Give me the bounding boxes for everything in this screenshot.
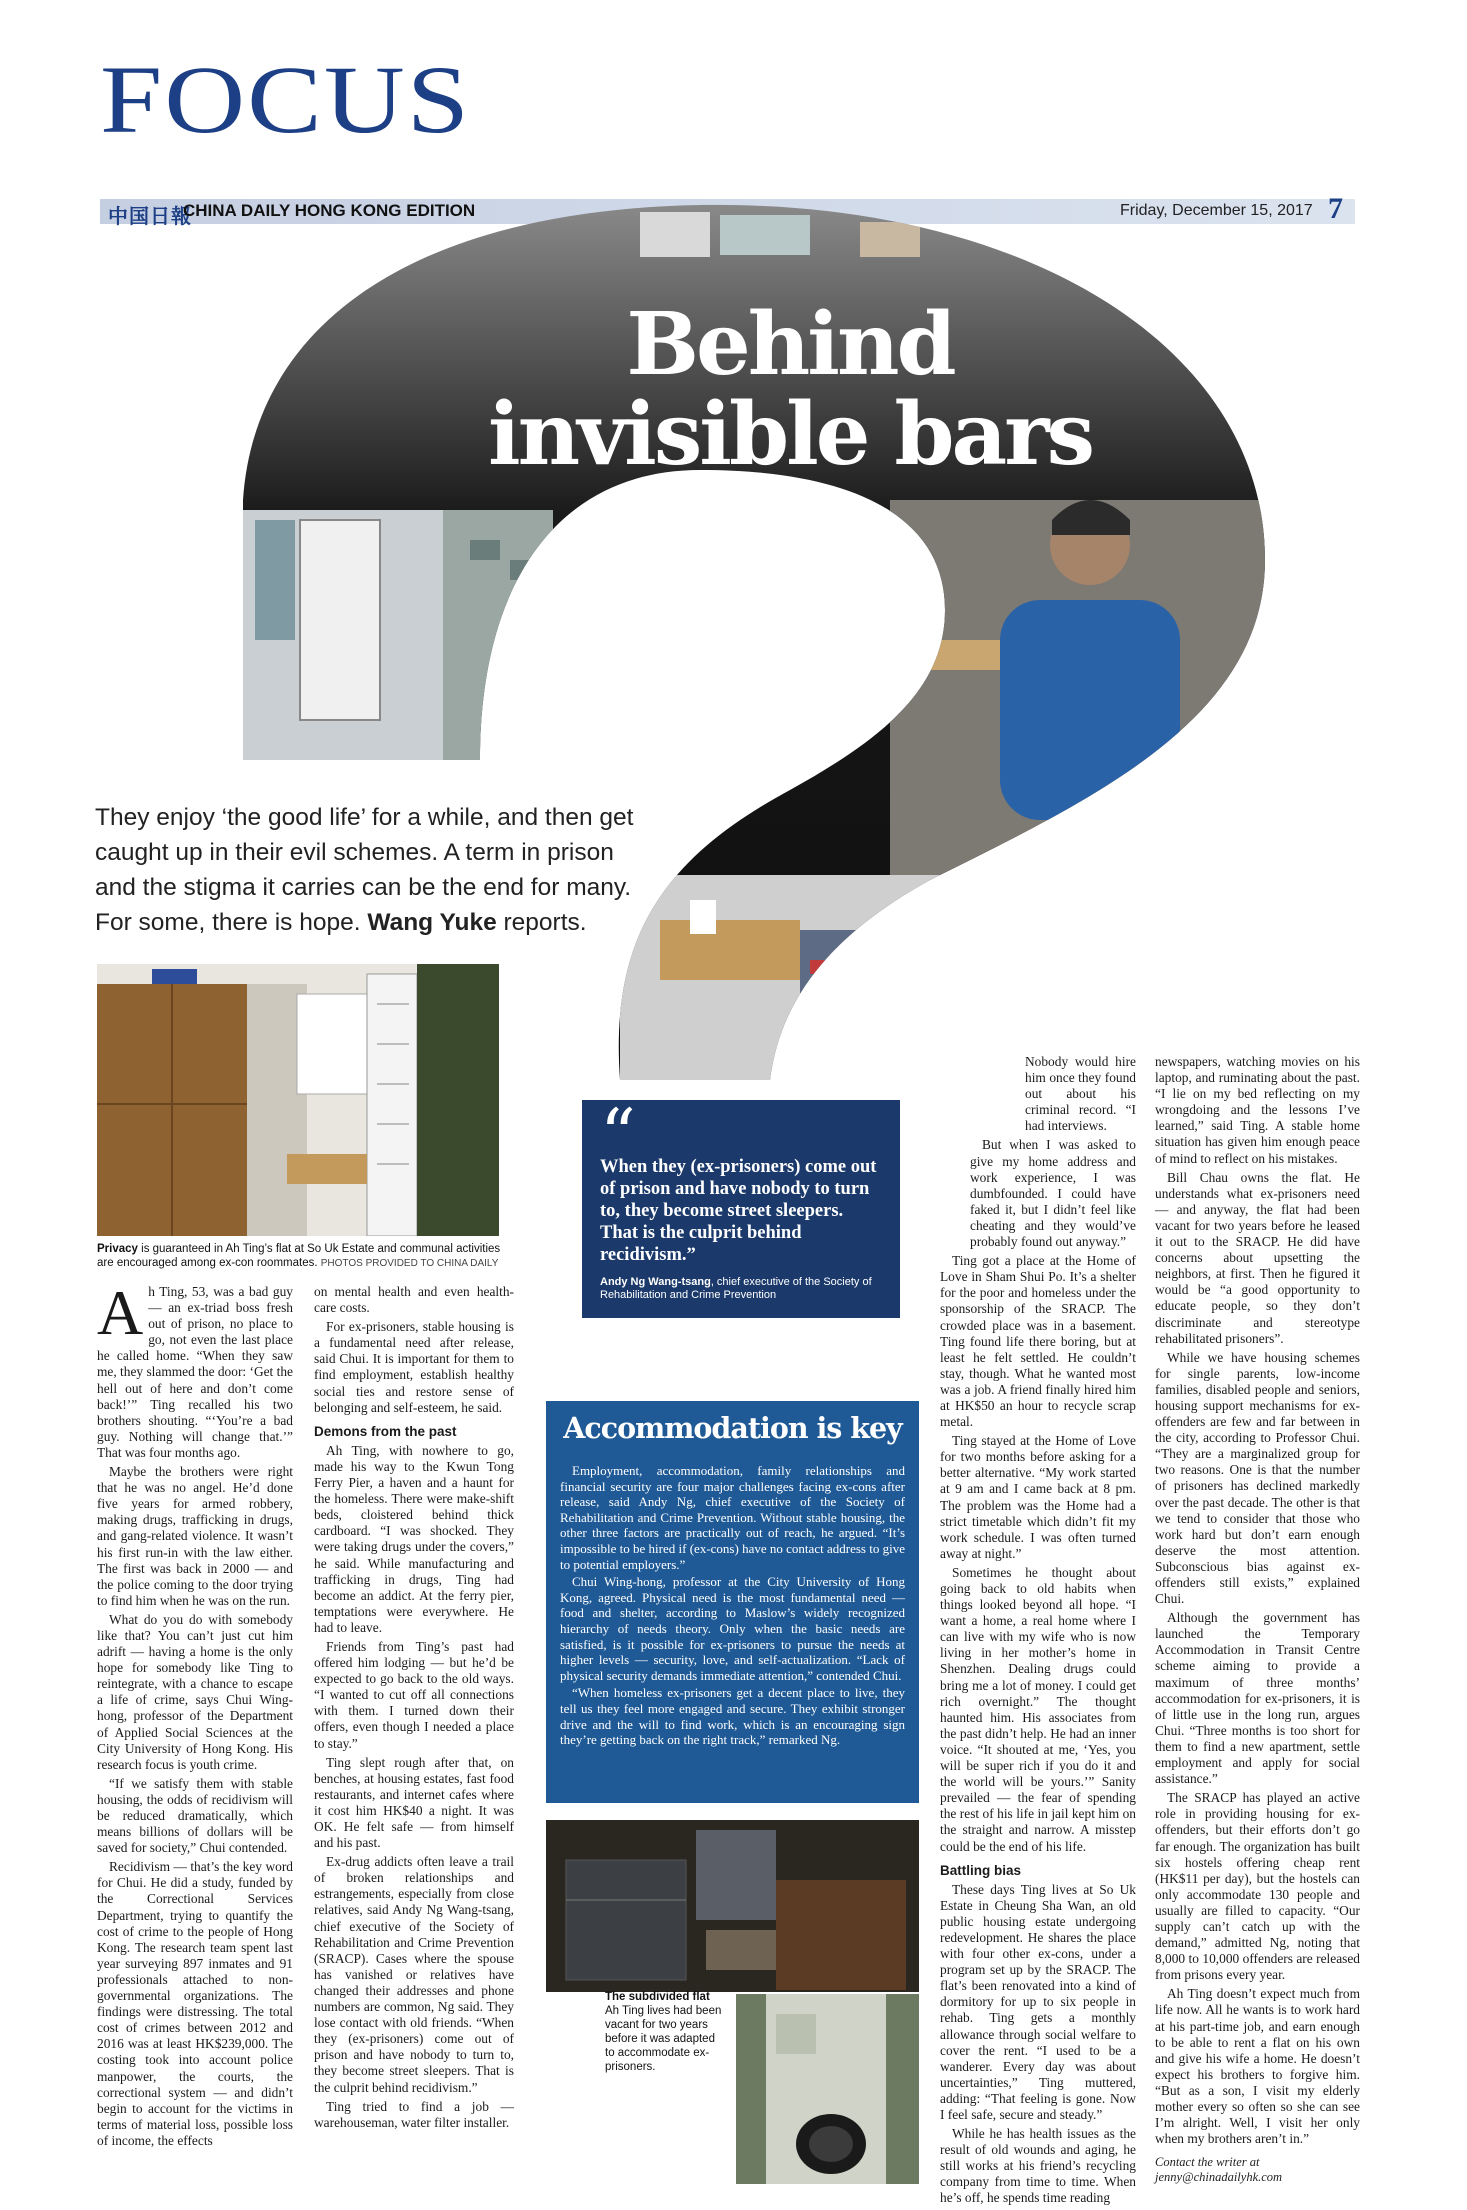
ladder (367, 974, 417, 1236)
issue-date: Friday, December 15, 2017 (1120, 202, 1313, 219)
paragraph: What do you do with somebody like that? You can’t just cut him adrift — having a home is the only hope for somebody like Ting to reintegrate, with a chance to escape a life of crime, says Chui Wing-hong, professor of the Department of Applied Social Sciences at the City University of Hong Kong. His research focus is youth crime. (97, 1611, 293, 1772)
paragraph: Employment, accommodation, family relationships and financial security are four major challenges facing ex-cons after release, said Andy Ng, chief executive of the Society of Rehabilitation and Crime Prevention. Without stable housing, the other three factors are practically out of reach, he argued. “It’s impossible to be hired if (ex-cons) have no contact address to give to potential employers.” (560, 1463, 905, 1572)
pull-quote-text: When they (ex-prisoners) come out of prison and have nobody to turn to, they become street sleepers. That is the culprit behind recidivism.” (600, 1157, 877, 1265)
paragraph: Friends from Ting’s past had offered him lodging — but he’d be expected to go back to the old ways. “I wanted to cut off all connections with them. I turned down their offers, even though I needed a place to stay.” (314, 1638, 514, 1751)
paragraph: Ah Ting doesn’t expect much from life now. All he wants is to work hard at his part-time job, and earn enough to be able to rent a flat on his own and give his wife a home. He doesn’t expect his brothers to forgive him. “But as a son, I visit my elderly mother every so often so she can see I’m alright. Well, I visit her only when my brothers aren’t in.” (1155, 1986, 1360, 2147)
article-column-1 (97, 1277, 293, 2152)
standfirst-text: They enjoy ‘the good life’ for a while, and then get caught up in their evil schemes. A term in prison and the stigma it carries can be the end for many. For some, there is hope. (95, 804, 634, 936)
sidebar-box (546, 1401, 919, 1803)
paragraph: While he has health issues as the result of old wounds and aging, he still works at his friend’s recycling company from time to time. When he’s off, he spends time reading (940, 2126, 1136, 2206)
paragraph: For ex-prisoners, stable housing is a fundamental need after release, said Chui. It is important for them to find employment, establish healthy social ties and restore sense of belonging and self-esteem, he said. (314, 1319, 514, 1415)
flat-caption (605, 1990, 725, 2074)
paragraph: Bill Chau owns the flat. He understands what ex-prisoners need — and anyway, the flat had been vacant for two years before he leased it out to the SRACP. He did have concerns about upsetting the neighbors, at first. Then he figured it would be “a good opportunity to educate people, so they don’t discriminate and stereotype rehabilitated prisoners”. (1155, 1169, 1360, 1346)
byline-tail: reports. (496, 909, 587, 936)
paragraph: Ting slept rough after that, on benches, at housing estates, fast food restaurants, and internet cafes where it cost him HK$40 a night. It was OK. He felt safe — from himself and his past. (314, 1754, 514, 1851)
headline-line-1: Behind (626, 294, 954, 395)
shelf-box (860, 222, 920, 257)
page-number: 7 (1328, 192, 1343, 225)
paragraph: But when I was asked to give my home address and work experience, I was dumbfounded. I could have faked it, but I didn’t feel like cheating and they would’ve probably found out anyway.” (970, 1137, 1136, 1250)
subhead: Demons from the past (314, 1423, 457, 1439)
paragraph: Chui Wing-hong, professor at the City University of Hong Kong, agreed. Physical need is the most fundamental need — food and shelter, according to Maslow’s widely recognized hierarchy of needs theory. Only when the basic needs are satisfied, is it possible for ex-prisoners to pursue the needs at higher levels — security, love, and self-actualization. “Lack of physical security demands immediate attention,” contended Chui. (560, 1574, 905, 1683)
drop-cap: A (97, 1277, 144, 1348)
paragraph: While we have housing schemes for single parents, low-income families, disabled people and seniors, housing support mechanisms for ex-offenders are few and far between in the city, according to Professor Chui. “They are a marginalized group for two reasons. One is that the number of prisoners has declined markedly over the past decade. The other is that we tend to consider that those who work hard but don’t earn enough deserve the most attention. Subconscious bias against ex-offenders still exists,” explained Chui. (1155, 1349, 1360, 1607)
contact-writer (1155, 2155, 1360, 2185)
paragraph: Maybe the brothers were right that he was no angel. He’d done five years for armed robbery, making drugs, trafficking in drugs, and gang-related violence. It wasn’t his first run-in with the law either. The first was back in 2000 — and the police coming to the door trying to find him when he was on the run. (97, 1464, 293, 1608)
caption-text: is guaranteed in Ah Ting’s flat at So Uk Estate and communal activities are encouraged among ex-con roommates. (97, 1243, 501, 1269)
paragraph: Although the government has launched the Temporary Accommodation in Transit Centre scheme aiming to provide a maximum of three months’ accommodation for ex-prisoners, it is of little use in the long run, argues Chui. “Three months is too short for them to find a new apartment, settle employment and apply for social assistance.” (1155, 1610, 1360, 1787)
flat-caption-text: Ah Ting lives had been vacant for two years before it was adapted to accommodate ex-prisoners. (605, 2005, 722, 2073)
paragraph: These days Ting lives at So Uk Estate in Cheung Sha Wan, an old public housing estate undergoing redevelopment. He shares the place with four other ex-cons, under a program set up by the SRACP. The flat’s been renovated into a kind of dormitory for up to six people in rehab. Ting gets a monthly allowance through social welfare to cover the rent. “I used to be a wanderer. Every day was about uncertainties,” Ting muttered, adding: “That feeling is gone. Now I feel safe, secure and steady.” (940, 1881, 1136, 2122)
pull-quote-attribution (600, 1276, 890, 1302)
byline-author: Wang Yuke (367, 909, 497, 936)
flat-caption-title: The subdivided flat (605, 1991, 710, 2003)
bed (800, 930, 970, 1070)
paragraph: Ting got a place at the Home of Love in Sham Shui Po. It’s a shelter for the poor and homeless under the sponsorship of the SRACP. The crowded place was in a basement. Ting found life there boring, but at least he felt settled. He couldn’t stay, though. What he wanted most was a job. A friend finally hired him at HK$50 an hour to recycle scrap metal. (940, 1253, 1136, 1430)
article-column-3 (940, 1054, 1136, 2210)
quote-mark-icon: “ (600, 1094, 636, 1176)
headline-line-2: invisible bars (488, 384, 1092, 485)
shelf-box (640, 212, 710, 257)
toilet-photo (736, 1994, 919, 2184)
paragraph: Ex-drug addicts often leave a trail of broken relationships and estrangements, especially from close relatives, said Andy Ng Wang-tsang, chief executive of the Society of Rehabilitation and Crime Prevention (SRACP). Cases where the spouse has vanished or relatives have changed their addresses and phone numbers are common, Ng said. They lose contact with old friends. “When they (ex-prisoners) come out of prison and have nobody to turn to, they become street sleepers. That is the culprit behind recidivism.” (314, 1854, 514, 2095)
quote-speaker: Andy Ng Wang-tsang (600, 1276, 711, 1288)
paragraph: The SRACP has played an active role in providing housing for ex-offenders, but their efforts don’t go far enough. The organization has built six hostels offering cheap rent (HK$11 per day), but the hostels can only accommodate 130 people and usually are filled to capacity. “Our supply can’t catch up with the demand,” admitted Ng, noting that 8,000 to 10,000 offenders are released from prisons every year. (1155, 1790, 1360, 1983)
contact-email[interactable]: jenny@chinadailyhk.com (1155, 2170, 1283, 2185)
paragraph: Sometimes he thought about going back to old habits when things looked beyond all hope. “I want a home, a real home where I can live with my wife who is now living in her mother’s home in Shenzhen. Dealing drugs could bring me a lot of money. I could get rich overnight.” The thought haunted him. His associates from the past didn’t help. He had an inner voice. “It shouted at me, ‘Yes, you will be super rich if you do it and the world will be yours.’” Sanity prevailed — the fear of spending the rest of his life in jail kept him on the straight and narrow. A misstep could be the end of his life. (940, 1564, 1136, 1854)
paragraph: “When homeless ex-prisoners get a decent place to live, they tell us they feel more engaged and secure. They exhibit stronger drive and the will to find work, which is an encouraging sign they’re getting back on the right track,” remarked Ng. (560, 1685, 905, 1748)
subhead: Battling bias (940, 1862, 1022, 1878)
caption-lead: Privacy (97, 1243, 138, 1255)
section-title: FOCUS (100, 46, 472, 154)
article-column-2 (314, 1284, 514, 2134)
paragraph: Ting tried to find a job — warehouseman, water filter installer. (314, 2098, 514, 2130)
wardrobe-photo (97, 964, 499, 1236)
article-column-4 (1155, 1054, 1360, 2185)
contact-label: Contact the writer at (1155, 2155, 1260, 2170)
paragraph: Ting stayed at the Home of Love for two months before asking for a better alternative. “My work started at 9 am and I came back at 8 pm. The problem was the Home had a strict timetable which didn’t fit my work schedule. I was often turned away at night.” (940, 1433, 1136, 1561)
pull-quote (582, 1094, 900, 1318)
shelf-box (1120, 235, 1210, 285)
paragraph: h Ting, 53, was a bad guy — an ex-triad boss fresh out of prison, no place to go, not even the last place he called home. “When they saw me, they slammed the door: ‘Get the hell out of here and don’t come back!’” Ting recalled his two brothers shouting. “‘You’re a bad guy. Nothing will change that.’” That was four months ago. (97, 1284, 293, 1460)
sidebar-text (560, 1463, 905, 1750)
newspaper-logo: 中国日報 (108, 206, 192, 228)
man-shirt (1000, 600, 1180, 820)
paragraph: “If we satisfy them with stable housing, the odds of recidivism will be reduced dramatically, which means billions of dollars will be saved for society,” Chui contended. (97, 1775, 293, 1856)
photo-credit: PHOTOS PROVIDED TO CHINA DAILY (320, 1258, 499, 1269)
paragraph: on mental health and even health-care costs. (314, 1284, 514, 1316)
paragraph: Ah Ting, with nowhere to go, made his way to the Kwun Tong Ferry Pier, a haven and a haunt for the homeless. There were make-shift beds, cloistered behind thick cardboard. “I was shocked. They were taking drugs under the covers,” he said. While manufacturing and trafficking in drugs, Ting had become an addict. At the ferry pier, temptations were everywhere. He had to leave. (314, 1442, 514, 1635)
sidebar-title: Accommodation is key (563, 1411, 902, 1445)
paragraph: Recidivism — that’s the key word for Chui. He did a study, funded by the Correctional Services Department, trying to quantify the cost of crime to the people of Hong Kong. The research team spent last year surveying 897 inmates and 91 professionals attached to non-governmental organizations. The findings were distressing. The total cost of crimes between 2012 and 2016 was at least HK$239,000. The costing took into account police manpower, the courts, the correctional system — and didn’t begin to account for the victims in terms of material loss, possible loss of income, the effects (97, 1859, 293, 2148)
shelf-box (720, 215, 810, 255)
standfirst (95, 800, 655, 940)
edition-label: CHINA DAILY HONG KONG EDITION (183, 201, 476, 220)
paragraph: newspapers, watching movies on his laptop, and ruminating about the past. “I lie on my bed reflecting on my wrongdoing and the lessons I’ve learned,” said Ting. A stable home situation has given him enough peace of mind to reflect on his mistakes. (1155, 1054, 1360, 1166)
headline (470, 294, 1110, 485)
flat-interior-photo (546, 1820, 919, 1992)
paragraph: Nobody would hire him once they found out about his criminal record. “I had interviews. (1025, 1054, 1136, 1134)
photo-caption (97, 1242, 517, 1271)
quote-role: , chief executive of the Society of Rehabilitation and Crime Prevention (600, 1276, 872, 1301)
